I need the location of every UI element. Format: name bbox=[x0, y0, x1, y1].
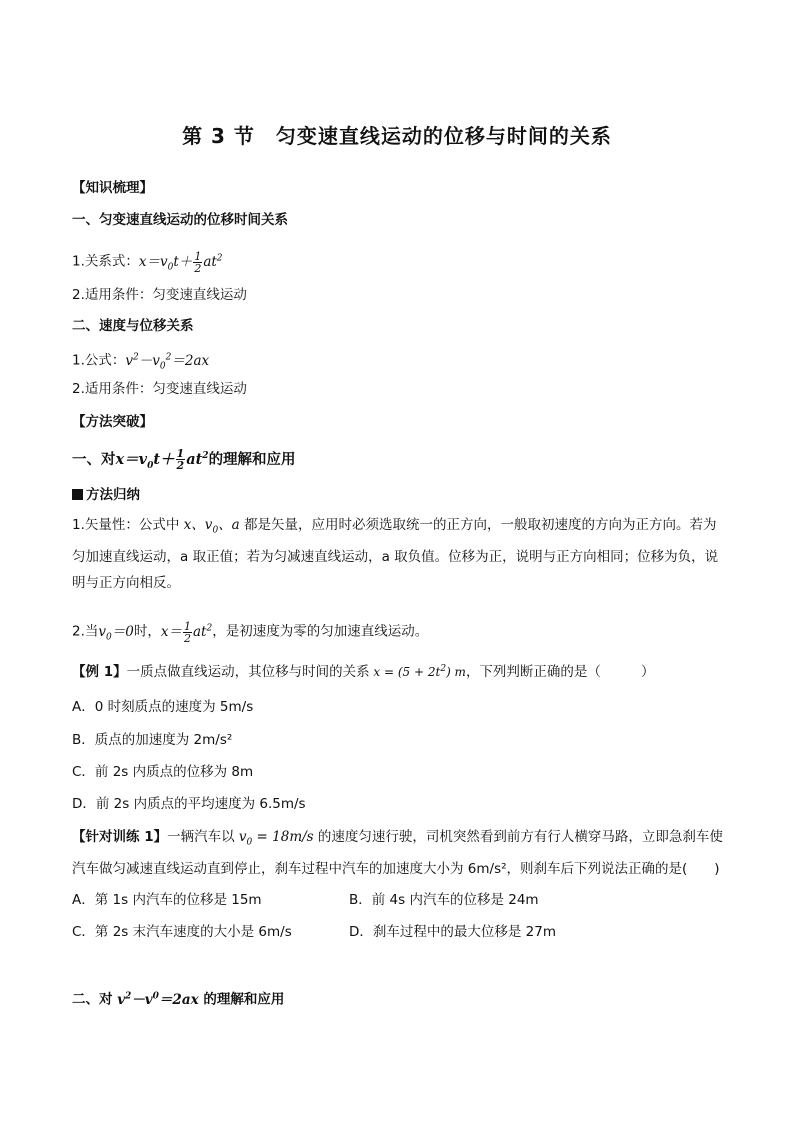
formula-line-2 bbox=[72, 347, 209, 376]
method-summary bbox=[72, 485, 140, 505]
training-option-c: C．第 2s 末汽车速度的大小是 6m/s bbox=[72, 924, 292, 940]
p1-text-b: 都是矢量，应用时必须选取统一的正方向，一般取初速度的方向为正方向。若为匀加速直线运动，a 取正值；若为匀减速直线运动，a 取负值。位移为正，说明与正方向相同；位移为负，说明与正方向相反。 bbox=[72, 517, 719, 591]
method-section-1-heading bbox=[72, 446, 296, 476]
heading-suffix: 的理解和应用 bbox=[203, 991, 285, 1008]
heading-formula: $x=v_0t+$ $\frac{1}{2}$ $at^2$ bbox=[115, 447, 209, 473]
training-text-b: 的速度匀速行驶，司机突然看到前方有行人横穿马路，立即急刹车使汽车做匀减速直线运动直到停止，刹车过程中汽车的加速度大小为 6m/s²，则刹车后下列说法正确的是( ) bbox=[72, 829, 723, 877]
example-formula: $x = (5 + 2t^2)$ m bbox=[369, 664, 466, 679]
example-option-c: C．前 2s 内质点的位移为 8m bbox=[72, 764, 254, 780]
training-option-d: D．刹车过程中的最大位移是 27m bbox=[349, 924, 557, 940]
method-summary-label: 方法归纳 bbox=[86, 487, 140, 503]
example-label: 【例 1】 bbox=[72, 664, 127, 680]
p2-text-c: ，是初速度为零的匀加速直线运动。 bbox=[212, 623, 429, 640]
section-2-heading: 二、速度与位移关系 bbox=[72, 318, 194, 334]
p1-vars: x、$v_0$、a bbox=[179, 517, 245, 536]
p2-condition: $v_0=0$ bbox=[98, 623, 134, 643]
formula-line-1 bbox=[72, 248, 223, 277]
example-text-c: ） bbox=[640, 664, 655, 680]
p2-text-b: 时， bbox=[133, 623, 161, 640]
section-1-heading: 一、匀变速直线运动的位移时间关系 bbox=[72, 212, 288, 228]
displacement-formula: $x=v_0t+$ $\frac{1}{2}$ $at^2$ bbox=[138, 249, 223, 275]
knowledge-header: 【知识梳理】 bbox=[72, 180, 153, 196]
formula-label: 1.公式： bbox=[72, 352, 126, 369]
training-text-a: 一辆汽车以 bbox=[167, 829, 235, 845]
heading-prefix: 二、对 bbox=[72, 991, 113, 1008]
p2-formula: x＝ $\frac{1}{2}$ $at^2$ bbox=[160, 619, 213, 645]
condition-line-2: 2.适用条件：匀变速直线运动 bbox=[72, 381, 247, 397]
example-option-d: D．前 2s 内质点的平均速度为 6.5m/s bbox=[72, 796, 306, 812]
training-label: 【针对训练 1】 bbox=[72, 829, 168, 845]
velocity-displacement-formula: $v^2-v_0^2=2ax$ bbox=[125, 352, 210, 372]
training-initial-velocity: $v_0 = 18m/s$ bbox=[234, 829, 318, 848]
method-paragraph-2 bbox=[72, 618, 428, 647]
method-paragraph-1 bbox=[72, 512, 724, 596]
heading-prefix: 一、对 bbox=[72, 451, 116, 468]
training-1 bbox=[72, 824, 724, 882]
formula-label: 1.关系式： bbox=[72, 253, 139, 270]
training-option-a: A．第 1s 内汽车的位移是 15m bbox=[72, 892, 262, 908]
square-bullet-icon bbox=[72, 489, 83, 500]
example-text-b: ，下列判断正确的是（ bbox=[465, 664, 601, 680]
p1-text-a: 1.矢量性：公式中 bbox=[72, 517, 180, 533]
p2-text-a: 2.当 bbox=[72, 623, 99, 640]
method-header: 【方法突破】 bbox=[72, 414, 153, 430]
example-option-b: B．质点的加速度为 2m/s² bbox=[72, 732, 233, 748]
example-1 bbox=[72, 659, 654, 682]
training-option-b: B．前 4s 内汽车的位移是 24m bbox=[349, 892, 539, 908]
example-option-a: A．0 时刻质点的速度为 5m/s bbox=[72, 699, 254, 715]
example-text-a: 一质点做直线运动，其位移与时间的关系 bbox=[126, 664, 370, 680]
condition-line-1: 2.适用条件：匀变速直线运动 bbox=[72, 287, 247, 303]
heading-suffix: 的理解和应用 bbox=[208, 451, 296, 468]
method-section-2-heading bbox=[72, 986, 284, 1010]
heading-formula: $v^2-v^0=2ax$ bbox=[112, 991, 204, 1008]
page-title: 第 3 节 匀变速直线运动的位移与时间的关系 bbox=[182, 124, 612, 148]
